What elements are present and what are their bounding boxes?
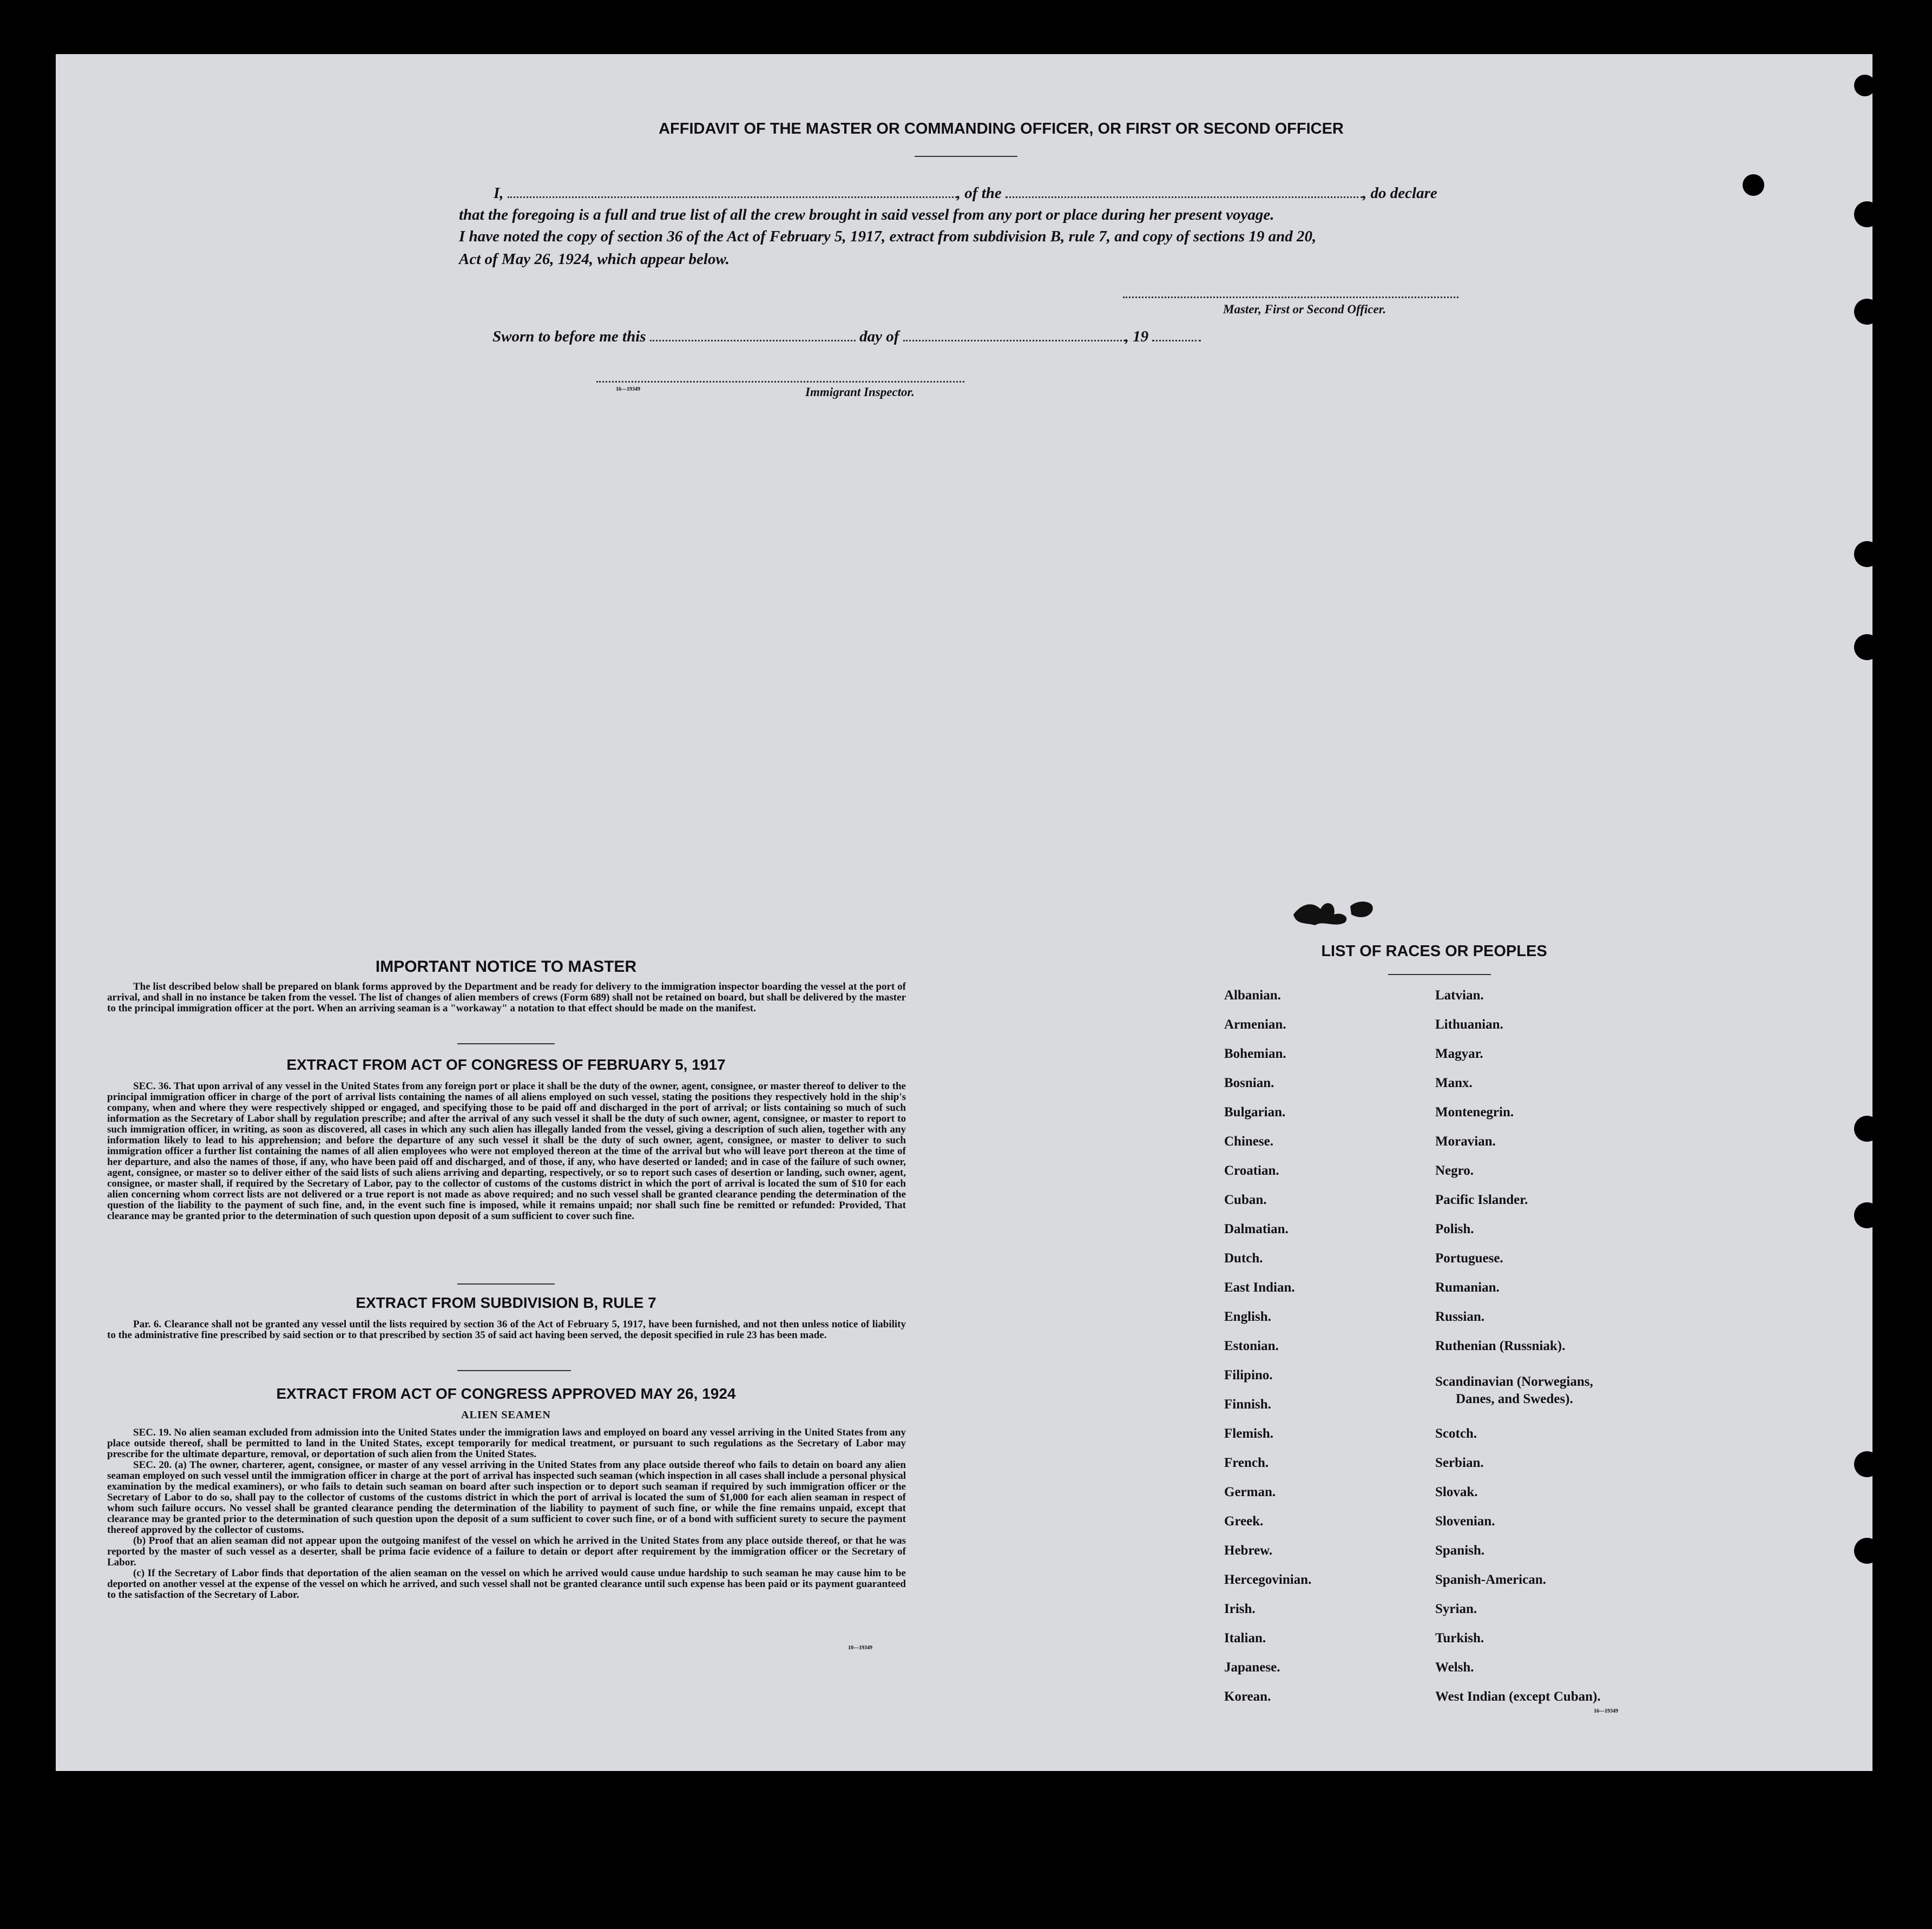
punch-hole [1854, 1538, 1880, 1564]
sworn-day-blank [650, 340, 856, 341]
affidavit-title: AFFIDAVIT OF THE MASTER OR COMMANDING OFFICER, OR FIRST OR SECOND OFFICER [659, 120, 1344, 137]
punch-hole [1854, 299, 1880, 325]
inspector-label: Immigrant Inspector. [805, 385, 915, 399]
race-item: Italian. [1224, 1631, 1266, 1645]
day-of-label: day of [859, 328, 899, 345]
race-item: Turkish. [1435, 1631, 1484, 1645]
notice-title: IMPORTANT NOTICE TO MASTER [375, 958, 637, 976]
race-item: Manx. [1435, 1076, 1473, 1090]
race-item: Ruthenian (Russniak). [1435, 1339, 1566, 1353]
punch-hole [1854, 75, 1876, 96]
race-item: Bosnian. [1224, 1076, 1274, 1090]
sworn-label: Sworn to before me this [492, 328, 646, 345]
race-item: Spanish-American. [1435, 1572, 1546, 1587]
ink-blot [1291, 893, 1383, 931]
punch-hole [1854, 634, 1880, 660]
affidavit-line2: that the foregoing is a full and true list of all the crew brought in said vessel from any port or place during her present voyage. [459, 206, 1274, 223]
race-item: Montenegrin. [1435, 1105, 1514, 1120]
punch-hole [1854, 1202, 1880, 1228]
race-item: Latvian. [1435, 988, 1484, 1003]
punch-hole [1854, 1451, 1880, 1477]
extract-1924-title: EXTRACT FROM ACT OF CONGRESS APPROVED MAY 26, 1924 [276, 1385, 736, 1402]
race-item: Negro. [1435, 1163, 1474, 1178]
race-item: Slovak. [1435, 1485, 1478, 1499]
year-blank [1152, 340, 1201, 341]
race-item: Scotch. [1435, 1426, 1477, 1441]
affidavit-declare-label: , do declare [1363, 185, 1437, 202]
race-item: Dutch. [1224, 1251, 1263, 1266]
punch-hole [1743, 174, 1764, 196]
race-item: Syrian. [1435, 1602, 1477, 1616]
race-item: Chinese. [1224, 1134, 1273, 1149]
race-item: Portuguese. [1435, 1251, 1503, 1266]
name-blank [508, 196, 957, 198]
affidavit-line3: I have noted the copy of section 36 of the Act of February 5, 1917, extract from subdivision B, rule 7, and copy of sections 19 and 20, [459, 228, 1317, 245]
race-item: Danes, and Swedes). [1456, 1392, 1573, 1406]
race-item: French. [1224, 1456, 1269, 1470]
divider [457, 1283, 555, 1285]
races-title: LIST OF RACES OR PEOPLES [1321, 943, 1547, 960]
race-item: Armenian. [1224, 1017, 1286, 1032]
race-item: Bulgarian. [1224, 1105, 1286, 1120]
race-item: Polish. [1435, 1222, 1474, 1236]
race-item: Slovenian. [1435, 1514, 1495, 1529]
divider [457, 1370, 571, 1371]
race-item: Bohemian. [1224, 1046, 1286, 1061]
race-item: Croatian. [1224, 1163, 1279, 1178]
divider [457, 1043, 555, 1044]
race-item: Irish. [1224, 1602, 1256, 1616]
race-item: West Indian (except Cuban). [1435, 1689, 1601, 1704]
extract-1917-body: SEC. 36. That upon arrival of any vessel in the United States from any foreign port or place it shall be the duty of the owner, agent, consignee, or master thereof to deliver to the principal immigration officer in charge of the port of arrival lists containing the names of all aliens employed on such vessel, stating the positions they respectively hold in the ship's company, when and where they were respectively shipped or engaged, and specifying those to be paid off and discharged in the port of arrival; or lists containing so much of such information as the Secretary of Labor shall by regulation prescribe; and after the arrival of any such vessel it shall be the duty of such owner, agent, consignee, or master to report to such immigration officer, in writing, as soon as discovered, all cases in which any such alien has illegally landed from the vessel, giving a description of such alien, together with any information likely to lead to his apprehension; and before the departure of any such vessel it shall be the duty of such owner, agent, consignee, or master to deliver to such immigration officer a further list containing the names of all alien employees who were not employed thereon at the time of the arrival but who will leave port thereon at the time of her departure, and also the names of those, if any, who have been paid off and discharged, and of those, if any, who have deserted or landed; and in case of the failure of such owner, agent, consignee, or master so to deliver either of the said lists of such aliens arriving and departing, respectively, or so to report such cases of desertion or landing, such owner, agent, consignee, or master shall, if required by the Secretary of Labor, pay to the collector of customs of the customs district in which the port of arrival is located the sum of $10 for each alien concerning whom correct lists are not delivered or a true report is not made as above required; and no such vessel shall be granted clearance pending the determination of the question of the liability to the payment of such fine, and, in the event such fine is imposed, while it remains unpaid; nor shall such fine be remitted or refunded: Provided, That clearance may be granted prior to the determination of such question upon deposit of a sum sufficient to cover such fine. [107, 1081, 906, 1222]
affidavit-form-number: 16—19349 [616, 386, 640, 392]
race-item: Russian. [1435, 1309, 1485, 1324]
race-item: Hercegovinian. [1224, 1572, 1312, 1587]
year-label: , 19 [1125, 328, 1149, 345]
divider [915, 156, 1017, 157]
affidavit-line4: Act of May 26, 1924, which appear below. [459, 251, 730, 268]
race-item: German. [1224, 1485, 1276, 1499]
divider [1388, 974, 1491, 975]
race-item: Flemish. [1224, 1426, 1273, 1441]
race-item: Magyar. [1435, 1046, 1483, 1061]
vessel-blank [1006, 196, 1363, 198]
punch-hole [1854, 201, 1880, 227]
extract-form-number: 10—19349 [848, 1645, 872, 1651]
race-item: Japanese. [1224, 1660, 1280, 1675]
master-signature-line [1123, 297, 1458, 298]
race-item: Lithuanian. [1435, 1017, 1503, 1032]
sec-20a-text: SEC. 20. (a) The owner, charterer, agent, consignee, or master of any vessel arriving in the United States from any place outside thereof who fails to detain on board any alien seaman employed on such vessel until the immigration officer in charge at the port of arrival has inspected such seaman (which inspection in all cases shall include a personal physical examination by the medical examiners), or who fails to detain such seaman on board after such inspection or to deport such seaman if required by such immigration officer or the Secretary of Labor to do so, shall pay to the collector of customs of the customs district in which the port of arrival is located the sum of $1,000 for each alien seaman in respect of whom such failure occurs. No vessel shall be granted clearance pending the determination of the liability to payment of such fine, or while the fine remains unpaid, except that clearance may be granted prior to the determination of such question upon the deposit of a sum sufficient to cover such fine, or of a bond with sufficient surety to secure the payment thereof approved by the collector of customs. [107, 1459, 906, 1536]
affidavit-of-the-label: , of the [956, 185, 1002, 202]
punch-hole [1854, 541, 1880, 567]
races-form-number: 16—19349 [1594, 1708, 1618, 1714]
race-item: Moravian. [1435, 1134, 1496, 1149]
race-item: Welsh. [1435, 1660, 1474, 1675]
race-item: Hebrew. [1224, 1543, 1273, 1558]
race-item: Albanian. [1224, 988, 1281, 1003]
punch-hole [1854, 1116, 1880, 1142]
affidavit-line1 [494, 182, 1484, 204]
race-item: Estonian. [1224, 1339, 1279, 1353]
alien-seamen-subtitle: ALIEN SEAMEN [461, 1409, 551, 1421]
race-item: Serbian. [1435, 1456, 1484, 1470]
affidavit-i-label: I, [494, 185, 504, 202]
extract-rule7-body: Par. 6. Clearance shall not be granted any vessel until the lists required by section 36 of the Act of February 5, 1917, have been furnished, and not then unless notice of liability to the administrative fine prescribed by said section or to that prescribed by section 35 of said act having been served, the deposit specified in rule 23 has been made. [107, 1319, 906, 1341]
sworn-line [492, 326, 1250, 347]
sec-20b-text: (b) Proof that an alien seaman did not appear upon the outgoing manifest of the vessel on which he arrived in the United States from any place outside thereof, or that he was reported by the master of such vessel as a deserter, shall be prima facie evidence of a failure to detain or deport after requirement by the immigration officer or the Secretary of Labor. [107, 1535, 906, 1568]
extract-1917-title: EXTRACT FROM ACT OF CONGRESS OF FEBRUARY 5, 1917 [286, 1056, 726, 1073]
race-item: Greek. [1224, 1514, 1264, 1529]
race-item: Pacific Islander. [1435, 1193, 1528, 1207]
race-item: Finnish. [1224, 1397, 1271, 1412]
sec-20c-text: (c) If the Secretary of Labor finds that deportation of the alien seaman on the vessel on which he arrived would cause undue hardship to such seaman he may cause him to be deported on another vessel at the expense of the vessel on which he arrived, and such vessel shall not be granted clearance until such expense has been paid or its payment guaranteed to the satisfaction of the Secretary of Labor. [107, 1568, 906, 1601]
race-item: Korean. [1224, 1689, 1271, 1704]
race-item: Scandinavian (Norwegians, [1435, 1374, 1593, 1389]
race-item: Dalmatian. [1224, 1222, 1289, 1236]
race-item: Rumanian. [1435, 1280, 1500, 1295]
month-blank [903, 340, 1125, 341]
extract-rule7-title: EXTRACT FROM SUBDIVISION B, RULE 7 [356, 1294, 656, 1311]
extract-1924-body [107, 1427, 906, 1601]
notice-body: The list described below shall be prepared on blank forms approved by the Department and be ready for delivery to the immigration inspector boarding the vessel at the port of arrival, and shall in no instance be taken from the vessel. The list of changes of alien members of crews (Form 689) shall not be retained on board, but shall be delivered by the master to the principal immigration officer at the port. When an arriving seaman is a "workaway" a notation to that effect should be made on the manifest. [107, 981, 906, 1014]
race-item: Spanish. [1435, 1543, 1485, 1558]
race-item: English. [1224, 1309, 1271, 1324]
master-signature-label: Master, First or Second Officer. [1223, 302, 1386, 316]
race-item: Filipino. [1224, 1368, 1273, 1382]
race-item: East Indian. [1224, 1280, 1295, 1295]
sec-19-text: SEC. 19. No alien seaman excluded from admission into the United States under the immigration laws and employed on board any vessel arriving in the United States from any place outside thereof, shall be permitted to land in the United States, except temporarily for medical treatment, or pursuant to such regulations as the Secretary of Labor may prescribe for the ultimate departure, removal, or deportation of such alien from the United States. [107, 1427, 906, 1460]
race-item: Cuban. [1224, 1193, 1267, 1207]
